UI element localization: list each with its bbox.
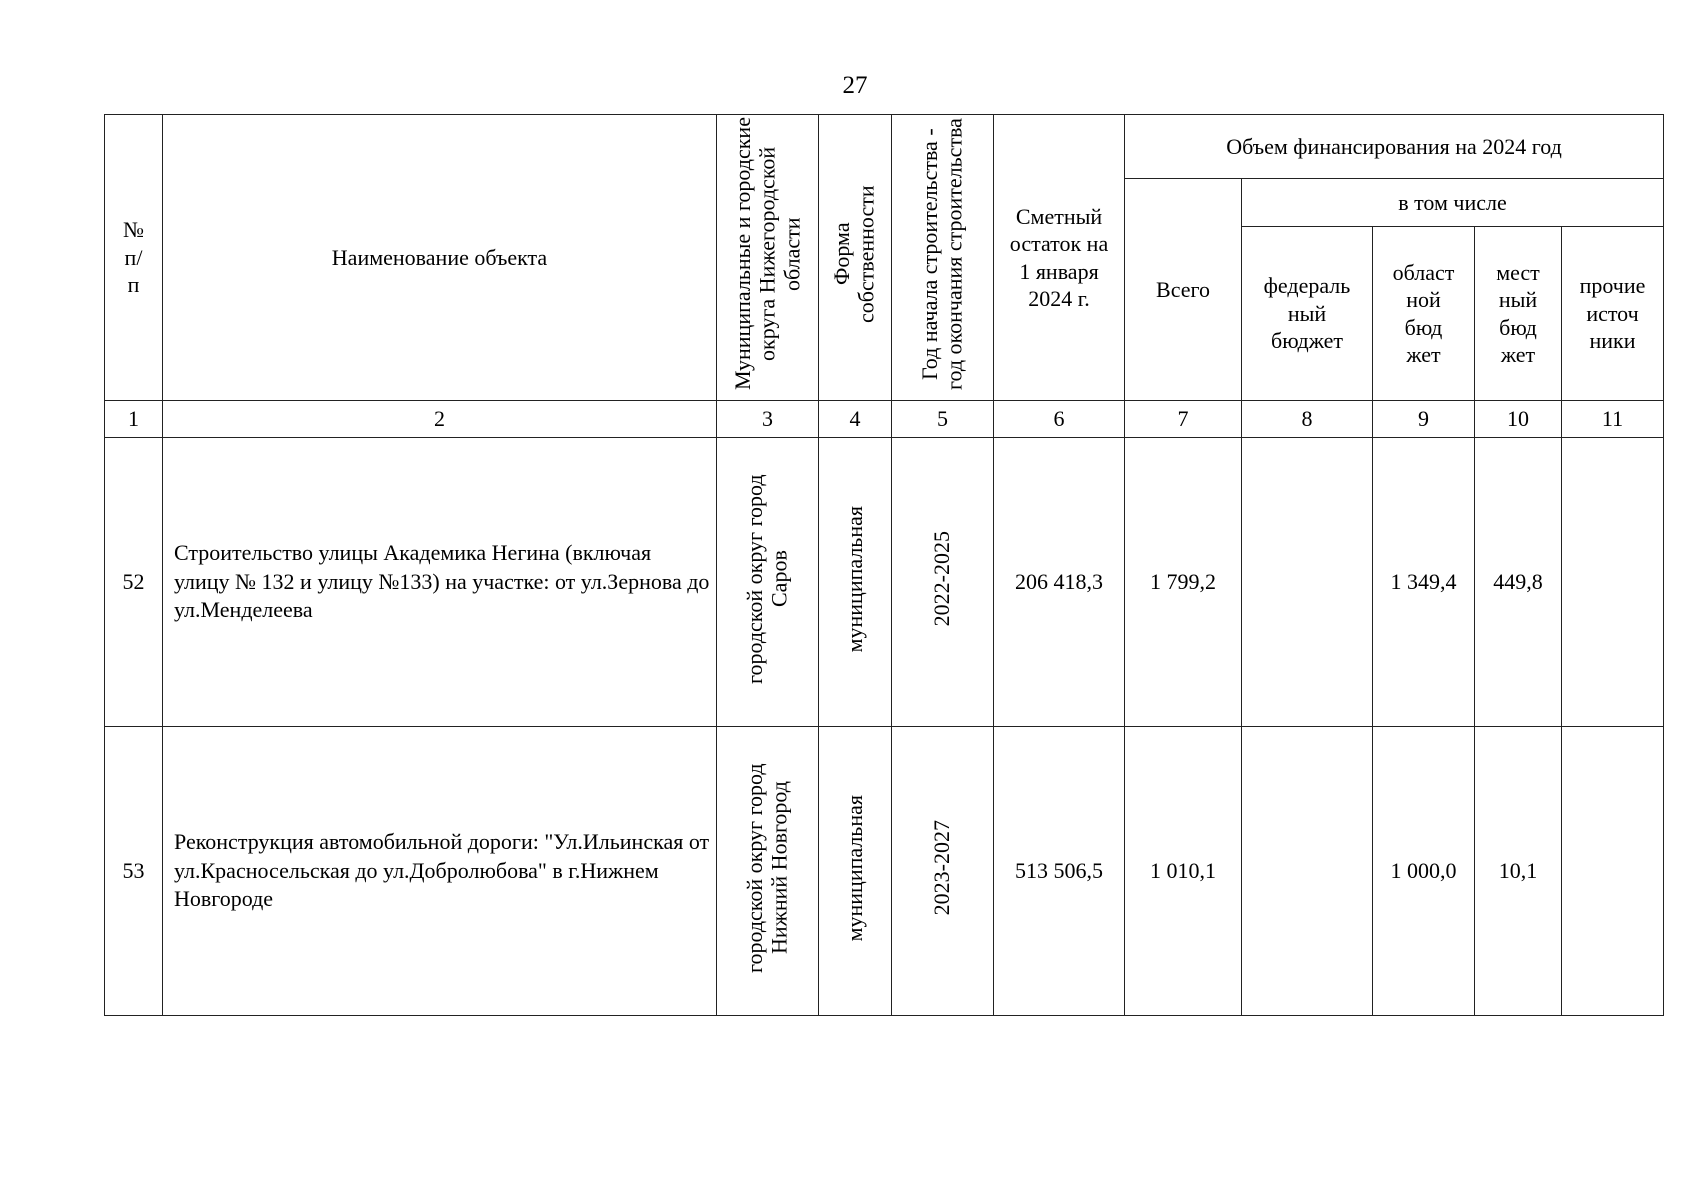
row-total: 1 010,1 bbox=[1125, 727, 1242, 1016]
row-municipality bbox=[717, 438, 819, 727]
row-local: 10,1 bbox=[1475, 727, 1562, 1016]
row-other bbox=[1562, 727, 1664, 1016]
column-number: 8 bbox=[1242, 401, 1373, 438]
header-other: прочие источ ники bbox=[1562, 227, 1664, 401]
row-years-text: 2022-2025 bbox=[929, 531, 955, 627]
header-num: № п/п bbox=[105, 115, 163, 401]
column-number: 11 bbox=[1562, 401, 1664, 438]
column-number: 2 bbox=[163, 401, 717, 438]
row-regional: 1 000,0 bbox=[1373, 727, 1475, 1016]
row-name: Строительство улицы Академика Негина (включая улицу № 132 и улицу №133) на участке: от ул.Зернова до ул.Менделеева bbox=[163, 438, 717, 727]
column-number: 9 bbox=[1373, 401, 1475, 438]
header-local: мест ный бюд жет bbox=[1475, 227, 1562, 401]
row-ownership bbox=[819, 438, 892, 727]
header-municipality-text: Муниципальные и городские округа Нижегородской области bbox=[729, 117, 804, 391]
header-years bbox=[892, 115, 994, 401]
row-num: 53 bbox=[105, 727, 163, 1016]
header-ownership-text: Форма собственности bbox=[829, 185, 879, 324]
row-total: 1 799,2 bbox=[1125, 438, 1242, 727]
row-federal bbox=[1242, 727, 1373, 1016]
row-years-text: 2023-2027 bbox=[929, 820, 955, 916]
header-including: в том числе bbox=[1242, 179, 1664, 227]
row-municipality-text: городской округ город Нижний Новгород bbox=[741, 762, 792, 973]
row-municipality bbox=[717, 727, 819, 1016]
header-federal: федераль ный бюджет bbox=[1242, 227, 1373, 401]
row-years bbox=[892, 438, 994, 727]
header-municipality bbox=[717, 115, 819, 401]
column-numbers-row bbox=[105, 401, 1664, 438]
header-ownership bbox=[819, 115, 892, 401]
row-ownership-text: муниципальная bbox=[841, 794, 867, 941]
page-number: 27 bbox=[842, 72, 868, 99]
column-number: 7 bbox=[1125, 401, 1242, 438]
column-number: 1 bbox=[105, 401, 163, 438]
column-number: 6 bbox=[994, 401, 1125, 438]
column-number: 4 bbox=[819, 401, 892, 438]
row-municipality-text: городской округ город Саров bbox=[741, 473, 792, 684]
row-federal bbox=[1242, 438, 1373, 727]
row-num: 52 bbox=[105, 438, 163, 727]
table-row bbox=[105, 727, 1664, 1016]
row-remainder: 513 506,5 bbox=[994, 727, 1125, 1016]
funding-table bbox=[104, 114, 1664, 1016]
row-years bbox=[892, 727, 994, 1016]
header-regional: област ной бюд жет bbox=[1373, 227, 1475, 401]
header-years-text: Год начала строительства - год окончания строительства bbox=[916, 118, 967, 391]
column-number: 3 bbox=[717, 401, 819, 438]
row-remainder: 206 418,3 bbox=[994, 438, 1125, 727]
row-other bbox=[1562, 438, 1664, 727]
column-number: 10 bbox=[1475, 401, 1562, 438]
row-name: Реконструкция автомобильной дороги: "Ул.Ильинская от ул.Красносельская до ул.Добролюбова" в г.Нижнем Новгороде bbox=[163, 727, 717, 1016]
row-regional: 1 349,4 bbox=[1373, 438, 1475, 727]
column-number: 5 bbox=[892, 401, 994, 438]
header-name: Наименование объекта bbox=[163, 115, 717, 401]
table-row bbox=[105, 438, 1664, 727]
row-ownership bbox=[819, 727, 892, 1016]
header-remainder: Сметный остаток на 1 января 2024 г. bbox=[994, 115, 1125, 401]
header-total: Всего bbox=[1125, 179, 1242, 401]
header-funding-group: Объем финансирования на 2024 год bbox=[1125, 115, 1664, 179]
row-local: 449,8 bbox=[1475, 438, 1562, 727]
row-ownership-text: муниципальная bbox=[841, 505, 867, 652]
